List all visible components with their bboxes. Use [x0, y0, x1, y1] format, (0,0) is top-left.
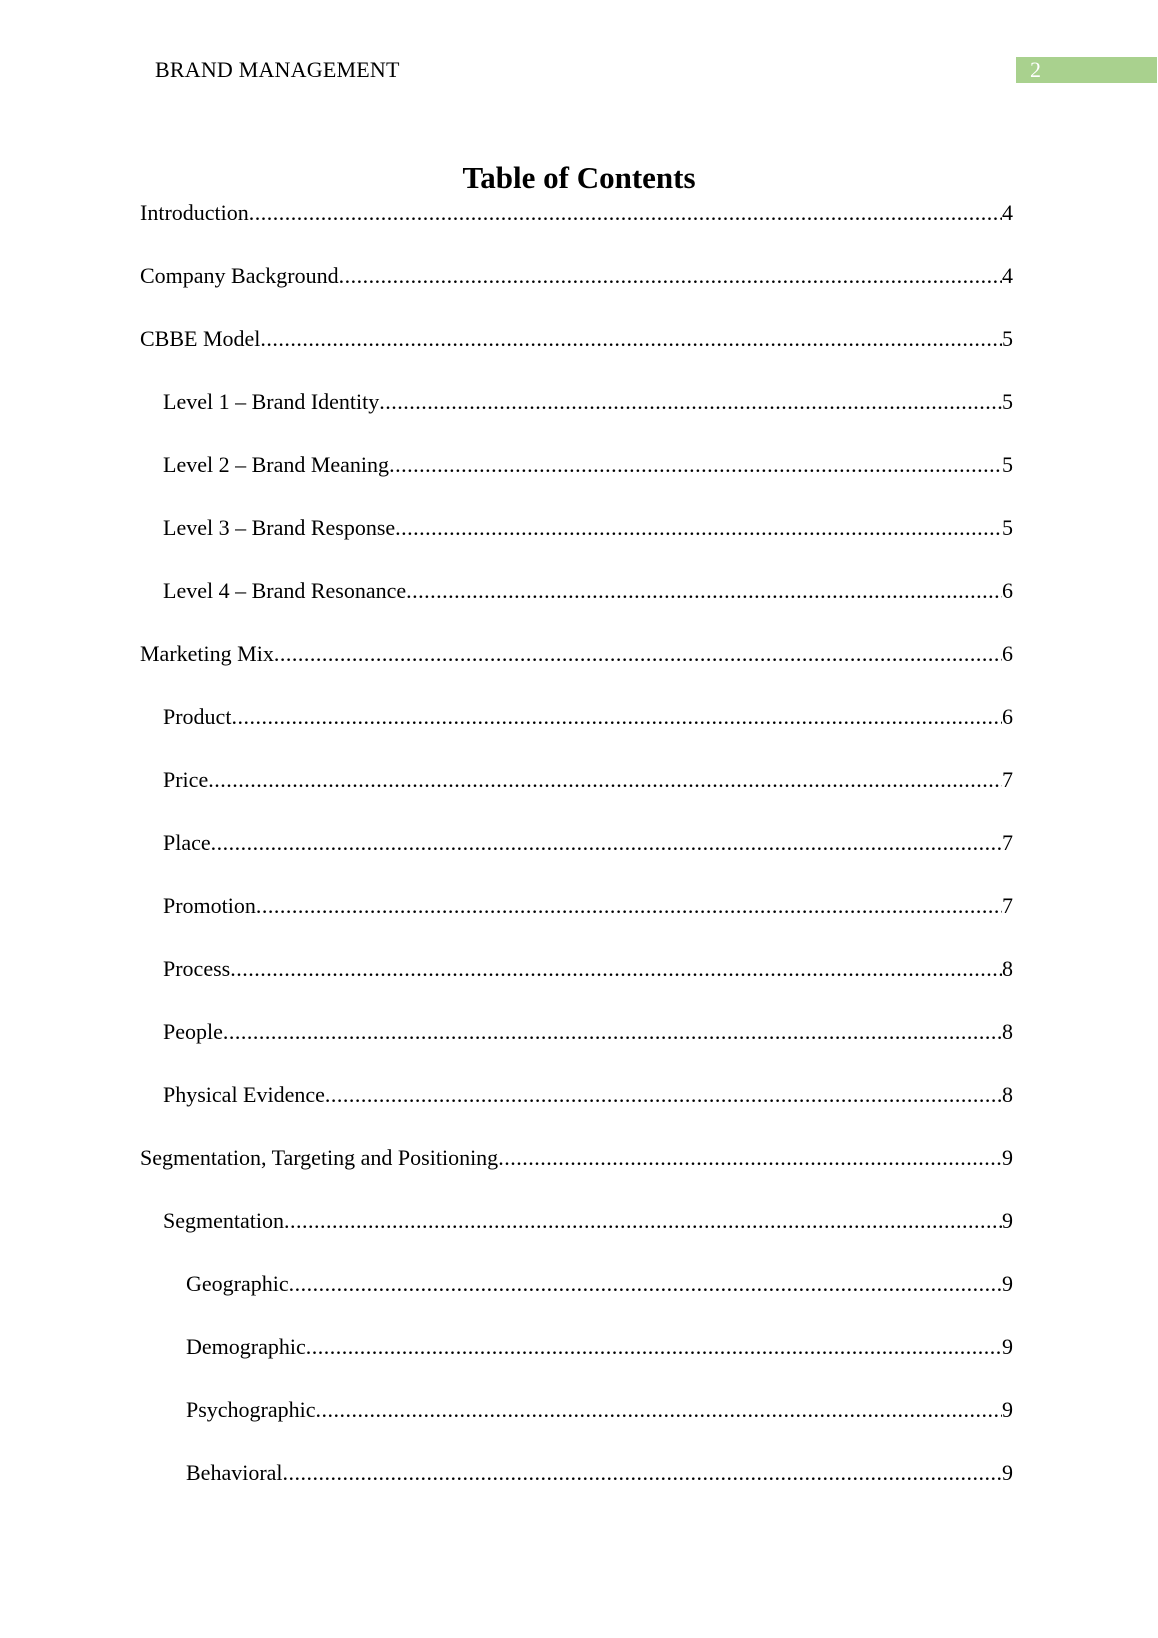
toc-entry-label: Demographic: [186, 1334, 306, 1359]
toc-entry[interactable]: [163, 828, 1013, 858]
toc-dot-leader: [406, 576, 1002, 606]
toc-entry-label: Geographic: [186, 1271, 289, 1296]
toc-entry-label: Level 2 – Brand Meaning: [163, 452, 390, 477]
toc-entry-label: Promotion: [163, 893, 256, 918]
toc-entry-label: Marketing Mix: [140, 641, 274, 666]
toc-title: Table of Contents: [462, 160, 696, 195]
toc-dot-leader: [284, 1206, 1002, 1236]
toc-entry-page: 7: [1002, 893, 1013, 918]
toc-entry[interactable]: [163, 1080, 1013, 1110]
toc-entry[interactable]: [140, 261, 1013, 291]
toc-entry[interactable]: [163, 1017, 1013, 1047]
toc-dot-leader: [289, 1269, 1002, 1299]
toc-entry-page: 6: [1002, 704, 1013, 729]
toc-entry-label: Level 4 – Brand Resonance: [163, 578, 407, 603]
toc-dot-leader: [339, 261, 1002, 291]
toc-entry[interactable]: [140, 1143, 1013, 1173]
toc-entry[interactable]: [140, 324, 1013, 354]
toc-entry-page: 5: [1002, 326, 1013, 351]
toc-entry[interactable]: [163, 702, 1013, 732]
toc-dot-leader: [223, 1017, 1002, 1047]
toc-dot-leader: [395, 513, 1002, 543]
toc-entry[interactable]: [163, 576, 1013, 606]
page-number: 2: [1016, 57, 1157, 83]
toc-entry-page: 9: [1002, 1397, 1013, 1422]
toc-entry-label: Introduction: [140, 200, 249, 225]
toc-entry-page: 9: [1002, 1334, 1013, 1359]
toc-entry-page: 6: [1002, 641, 1013, 666]
toc-entry-page: 5: [1002, 389, 1013, 414]
toc-entry-page: 4: [1002, 200, 1013, 225]
toc-entry-page: 6: [1002, 578, 1013, 603]
toc-entry[interactable]: [163, 513, 1013, 543]
toc-dot-leader: [498, 1143, 1002, 1173]
toc-entry-page: 9: [1002, 1208, 1013, 1233]
toc-dot-leader: [379, 387, 1002, 417]
toc-entry-label: People: [163, 1019, 223, 1044]
toc-dot-leader: [256, 891, 1002, 921]
toc-entry-page: 4: [1002, 263, 1013, 288]
toc-entry-label: CBBE Model: [140, 326, 261, 351]
toc-entry-label: Price: [163, 767, 209, 792]
toc-dot-leader: [316, 1395, 1002, 1425]
toc-dot-leader: [231, 702, 1002, 732]
toc-entry-label: Physical Evidence: [163, 1082, 325, 1107]
toc-entry-label: Company Background: [140, 263, 339, 288]
toc-entry-label: Psychographic: [186, 1397, 316, 1422]
toc-entry-page: 8: [1002, 1082, 1013, 1107]
toc-entry-label: Place: [163, 830, 211, 855]
toc-entry-page: 7: [1002, 830, 1013, 855]
toc-entry[interactable]: [186, 1458, 1013, 1488]
toc-entry[interactable]: [163, 1206, 1013, 1236]
toc-entry-label: Level 3 – Brand Response: [163, 515, 396, 540]
toc-entry-page: 8: [1002, 1019, 1013, 1044]
toc-dot-leader: [325, 1080, 1002, 1110]
toc-dot-leader: [306, 1332, 1002, 1362]
toc-entry[interactable]: [186, 1269, 1013, 1299]
toc-entry[interactable]: [163, 954, 1013, 984]
toc-dot-leader: [230, 954, 1002, 984]
toc-dot-leader: [208, 765, 1002, 795]
toc-dot-leader: [260, 324, 1002, 354]
toc-entry-page: 8: [1002, 956, 1013, 981]
toc-entry-page: 5: [1002, 452, 1013, 477]
running-head: BRAND MANAGEMENT: [155, 57, 400, 82]
toc-entry[interactable]: [140, 639, 1013, 669]
toc-entry-page: 7: [1002, 767, 1013, 792]
toc-entry[interactable]: [163, 891, 1013, 921]
toc-entry-label: Behavioral: [186, 1460, 283, 1485]
toc-entry-label: Segmentation, Targeting and Positioning: [140, 1145, 499, 1170]
toc-entry-label: Segmentation: [163, 1208, 284, 1233]
toc-entry[interactable]: [163, 387, 1013, 417]
toc-dot-leader: [389, 450, 1002, 480]
toc-dot-leader: [249, 198, 1002, 228]
toc-dot-leader: [274, 639, 1002, 669]
toc-entry-label: Level 1 – Brand Identity: [163, 389, 380, 414]
toc-entry-label: Product: [163, 704, 232, 729]
toc-entry-label: Process: [163, 956, 231, 981]
toc-dot-leader: [283, 1458, 1002, 1488]
toc-entry-page: 5: [1002, 515, 1013, 540]
toc-entry-page: 9: [1002, 1460, 1013, 1485]
toc-entry[interactable]: [140, 198, 1013, 228]
toc-entry-page: 9: [1002, 1145, 1013, 1170]
toc-entry[interactable]: [186, 1332, 1013, 1362]
toc-entry[interactable]: [163, 765, 1013, 795]
toc-entry[interactable]: [186, 1395, 1013, 1425]
toc-entry[interactable]: [163, 450, 1013, 480]
toc-dot-leader: [211, 828, 1002, 858]
toc-entry-page: 9: [1002, 1271, 1013, 1296]
